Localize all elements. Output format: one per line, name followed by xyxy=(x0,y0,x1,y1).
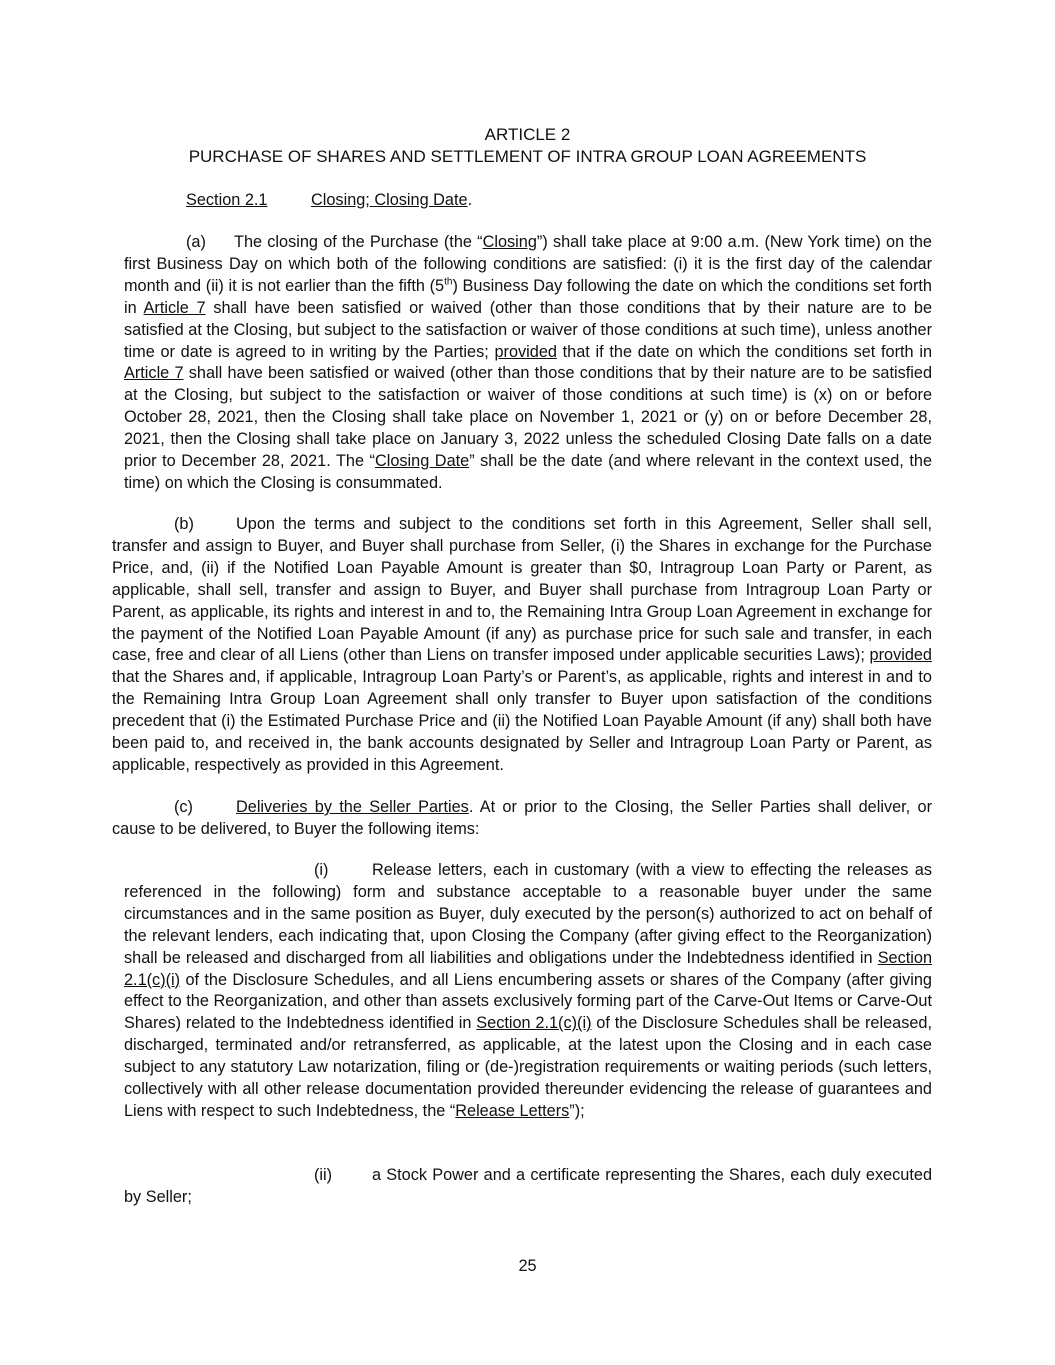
paragraph-b-text: that the Shares and, if applicable, Intragroup Loan Party’s or Parent’s, as applicable, rights and interest in and to the Remaining Intra Group Loan Agreement shall only transfer to Buyer upon satisfaction of the conditions precedent that (i) the Estimated Purchase Price and (ii) the Notified Loan Payable Amount (if any) shall both have been paid to, and received in, the bank accounts designated by Seller and Intragroup Loan Party or Parent, as applicable, respectively as provided in this Agreement. xyxy=(112,668,932,774)
paragraph-b xyxy=(112,514,932,777)
section-heading xyxy=(186,190,472,212)
paragraph-a-text: ) Business Day following the date on which the conditions set forth in xyxy=(124,276,932,317)
paragraph-a-text: ” shall be the date (and where relevant in the context used, the time) on which the Closing is consummated. xyxy=(124,452,932,492)
paragraph-a-text: ”) shall take place at 9:00 a.m. (New York time) on the first Business Day on which both of the following conditions are satisfied: (i) it is the first day of the calendar month and (ii) it is not earlier than the fifth (5 xyxy=(124,233,932,295)
paragraph-a-label: (a) xyxy=(186,233,206,251)
paragraph-a-text: The closing of the Purchase (the “ xyxy=(234,233,483,251)
paragraph-a-text: that if the date on which the conditions set forth in xyxy=(556,342,932,361)
section-title: Closing; Closing Date xyxy=(311,191,468,209)
section-2-1-c-i-reference: Section 2.1(c)(i) xyxy=(124,948,932,989)
paragraph-c xyxy=(112,797,932,841)
section-title-period: . xyxy=(467,191,473,209)
paragraph-c-label: (c) xyxy=(174,798,193,816)
paragraph-a-text: shall have been satisfied or waived (other than those conditions that by their nature are to be satisfied at the Closing, but subject to the satisfaction or waiver of those conditions at such time), unless another time or date is agreed to in writing by the Parties; xyxy=(124,298,932,361)
paragraph-c-ii xyxy=(124,1165,932,1209)
paragraph-c-i-label: (i) xyxy=(314,861,329,879)
paragraph-c-text: . At or prior to the Closing, the Seller Parties shall deliver, or cause to be delivered, to Buyer the following items: xyxy=(112,798,932,838)
provided-term: provided xyxy=(494,342,557,361)
paragraph-c-ii-text: a Stock Power and a certificate representing the Shares, each duly executed by Seller; xyxy=(124,1166,932,1206)
superscript-th: th xyxy=(444,276,453,288)
paragraph-b-label: (b) xyxy=(174,515,194,533)
paragraph-a xyxy=(124,232,932,495)
section-number: Section 2.1 xyxy=(186,191,268,209)
article-title: ARTICLE 2 xyxy=(484,125,571,144)
paragraph-c-heading: Deliveries by the Seller Parties xyxy=(236,798,469,816)
paragraph-c-i xyxy=(124,860,932,1123)
paragraph-c-i-text: of the Disclosure Schedules, and all Liens encumbering assets or shares of the Company (after giving effect to the Reorganization, and other than assets exclusively forming part of the Carve-Out Items or Carve-Out Shares) related to the Indebtedness identified in xyxy=(124,970,932,1033)
paragraph-b-text: Upon the terms and subject to the conditions set forth in this Agreement, Seller shall sell, transfer and assign to Buyer, and Buyer shall purchase from Seller, (i) the Shares in exchange for the Purchase Price, and, (ii) if the Notified Loan Payable Amount is greater than $0, Intragroup Loan Party or Parent, as applicable, shall sell, transfer and assign to Buyer, and Buyer shall purchase from Intragroup Loan Party or Parent, as applicable, its rights and interest in and to, the Remaining Intra Group Loan Agreement in exchange for the payment of the Notified Loan Payable Amount (if any) as purchase price for such sale and transfer, in each case, free and clear of all Liens (other than Liens on transfer imposed under applicable securities Laws); xyxy=(112,515,932,665)
page-number: 25 xyxy=(518,1257,537,1275)
paragraph-c-i-text: ”); xyxy=(569,1101,585,1120)
paragraph-c-i-text: of the Disclosure Schedules shall be released, discharged, terminated and/or retransferred, as applicable, at the latest upon the Closing and in each case subject to any statutory Law notarization, filing or (de-)registration requirements or waiting periods (such letters, collectively with all other release documentation provided thereunder evidencing the release of guarantees and Liens with respect to such Indebtedness, the “ xyxy=(124,1014,932,1120)
defined-term-release-letters: Release Letters xyxy=(455,1101,570,1120)
article-subtitle: PURCHASE OF SHARES AND SETTLEMENT OF INTRA GROUP LOAN AGREEMENTS xyxy=(188,147,867,166)
paragraph-c-i-text: Release letters, each in customary (with a view to effecting the releases as referenced in the following) form and substance acceptable to a reasonable buyer under the same circumstances and in the same position as Buyer, duly executed by the person(s) authorized to act on behalf of the relevant lenders, each indicating that, upon Closing the Company (after giving effect to the Reorganization) shall be released and discharged from all liabilities and obligations under the Indebtedness identified in xyxy=(124,861,932,967)
article-7-reference: Article 7 xyxy=(143,298,206,317)
article-7-reference: Article 7 xyxy=(124,364,184,383)
defined-term-closing-date: Closing Date xyxy=(374,452,470,471)
provided-term: provided xyxy=(869,646,932,665)
paragraph-a-text: shall have been satisfied or waived (other than those conditions that by their nature are to be satisfied at the Closing, but subject to the satisfaction or waiver of those conditions at such time) is (x) on or before October 28, 2021, then the Closing shall take place on November 1, 2021 or (y) on or before December 28, 2021, then the Closing shall take place on January 3, 2022 unless the scheduled Closing Date falls on a date prior to December 28, 2021. The “ xyxy=(124,364,932,471)
section-2-1-c-i-reference: Section 2.1(c)(i) xyxy=(476,1014,592,1033)
paragraph-c-ii-label: (ii) xyxy=(314,1166,333,1184)
defined-term-closing: Closing xyxy=(482,233,537,251)
